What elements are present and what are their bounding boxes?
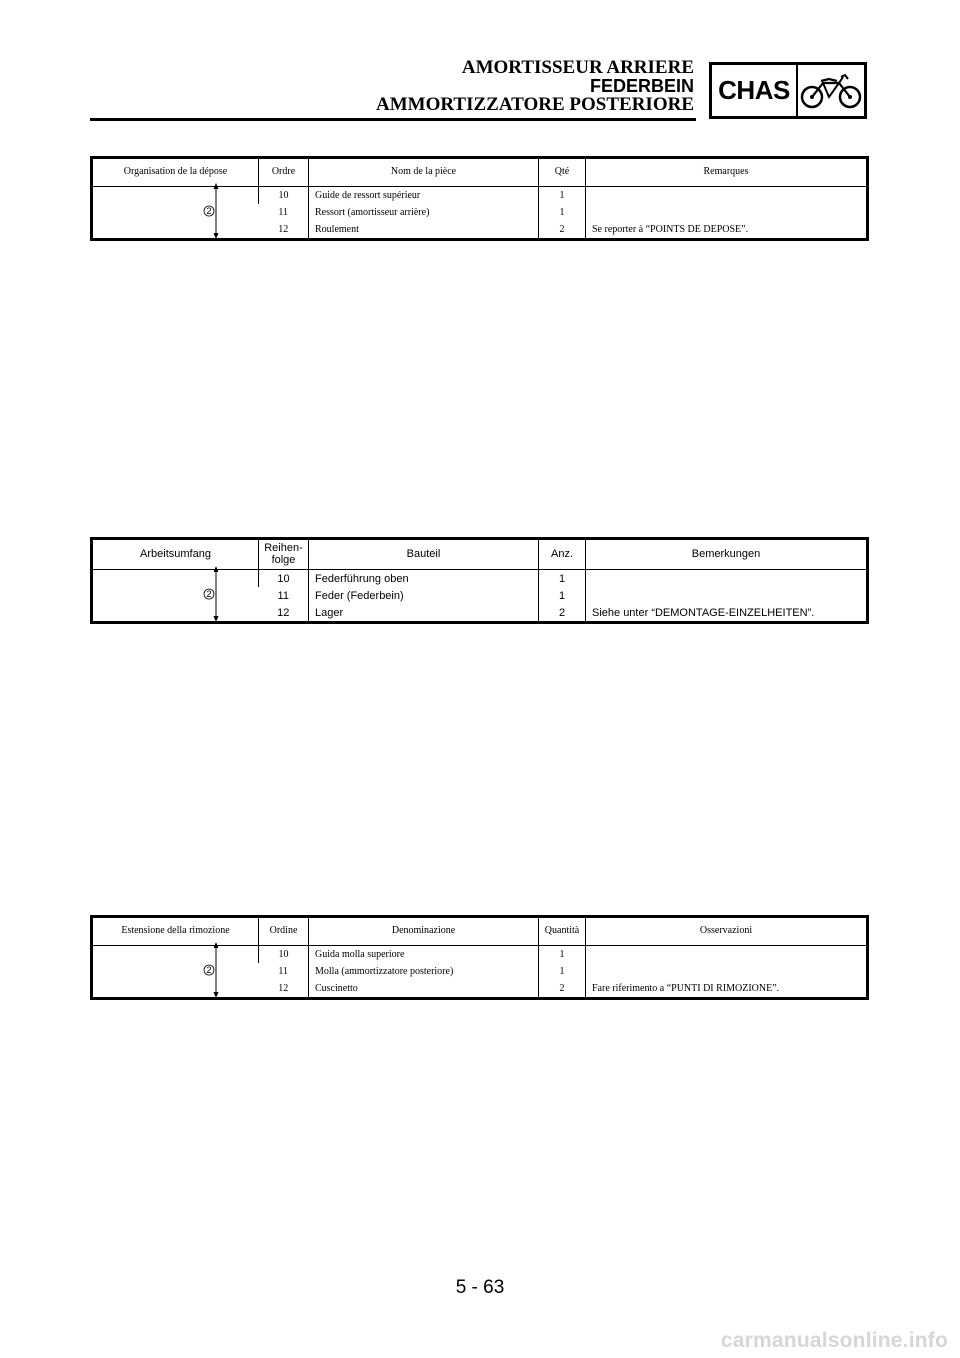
page-number: 5 - 63: [455, 1277, 505, 1298]
header-cell: Arbeitsumfang: [92, 539, 259, 570]
header-cell: Bemerkungen: [586, 539, 868, 570]
qty-cell: 1: [539, 587, 586, 604]
part-cell: Lager: [309, 604, 539, 623]
table-row: [92, 187, 868, 205]
header-cell: Qté: [539, 158, 586, 187]
order-cell: 12: [278, 224, 289, 235]
qty-cell: 1: [539, 187, 586, 205]
remarks-cell: [586, 187, 868, 205]
header-cell: Organisation de la dépose: [92, 158, 259, 187]
header-rule: [90, 118, 696, 121]
remarks-cell: [586, 570, 868, 588]
title-it: AMMORTIZZATORE POSTERIORE: [376, 94, 694, 115]
order-cell: 11: [278, 207, 289, 218]
watermark: carmanualsonline.info: [720, 1329, 948, 1352]
header-cell: Reihen- folge: [259, 539, 309, 570]
part-cell: Roulement: [309, 221, 539, 240]
double-arrow-icon: [203, 183, 223, 239]
removal-table-de: [90, 537, 869, 624]
header-cell: Ordre: [259, 158, 309, 187]
motorcycle-icon: [798, 65, 864, 116]
removal-table-fr: [90, 156, 869, 241]
table-row: [92, 946, 868, 964]
table-row: [92, 570, 868, 588]
order-cell: 10: [259, 187, 309, 205]
group-indicator: [92, 570, 259, 623]
header-cell: Denominazione: [309, 917, 539, 946]
order-cell: 12: [278, 983, 289, 994]
section-badge: [709, 62, 867, 119]
remarks-cell: [586, 587, 868, 604]
part-cell: Guida molla superiore: [309, 946, 539, 964]
remarks-cell: [586, 204, 868, 221]
order-cell: 11: [277, 589, 289, 602]
part-cell: Guide de ressort supérieur: [309, 187, 539, 205]
header-cell: Anz.: [539, 539, 586, 570]
remarks-cell: [586, 963, 868, 980]
qty-cell: 2: [539, 221, 586, 240]
group-marker: 2: [206, 206, 212, 217]
qty-cell: 1: [539, 204, 586, 221]
order-cell: 10: [259, 570, 309, 588]
section-badge-label: CHAS: [712, 65, 798, 116]
header-cell: Remarques: [586, 158, 868, 187]
title-de: FEDERBEIN: [589, 76, 694, 96]
group-indicator: [92, 946, 259, 999]
header-cell: Nom de la pièce: [309, 158, 539, 187]
qty-cell: 2: [539, 980, 586, 999]
title-fr: AMORTISSEUR ARRIERE: [461, 57, 694, 78]
qty-cell: 1: [539, 570, 586, 588]
order-cell: 10: [259, 946, 309, 964]
order-cell: 12: [277, 606, 290, 619]
header-cell: Estensione della rimozione: [92, 917, 259, 946]
remarks-cell: [586, 946, 868, 964]
part-cell: Federführung oben: [309, 570, 539, 588]
qty-cell: 2: [539, 604, 586, 623]
group-marker: 2: [206, 589, 212, 600]
part-cell: Ressort (amortisseur arrière): [309, 204, 539, 221]
remarks-cell: Se reporter à “POINTS DE DEPOSE”.: [586, 221, 868, 240]
removal-table-it: [90, 915, 869, 1000]
header-cell: Osservazioni: [586, 917, 868, 946]
header-cell: Quantità: [539, 917, 586, 946]
double-arrow-icon: [203, 566, 223, 622]
qty-cell: 1: [539, 963, 586, 980]
header-cell: Bauteil: [309, 539, 539, 570]
double-arrow-icon: [203, 942, 223, 998]
part-cell: Feder (Federbein): [309, 587, 539, 604]
part-cell: Cuscinetto: [309, 980, 539, 999]
part-cell: Molla (ammortizzatore posteriore): [309, 963, 539, 980]
remarks-cell: Siehe unter “DEMONTAGE-EINZELHEITEN”.: [586, 604, 868, 623]
remarks-cell: Fare riferimento a “PUNTI DI RIMOZIONE”.: [586, 980, 868, 999]
qty-cell: 1: [539, 946, 586, 964]
header-cell: Ordine: [259, 917, 309, 946]
group-marker: 2: [206, 965, 212, 976]
order-cell: 11: [278, 966, 289, 977]
group-indicator: [92, 187, 259, 240]
